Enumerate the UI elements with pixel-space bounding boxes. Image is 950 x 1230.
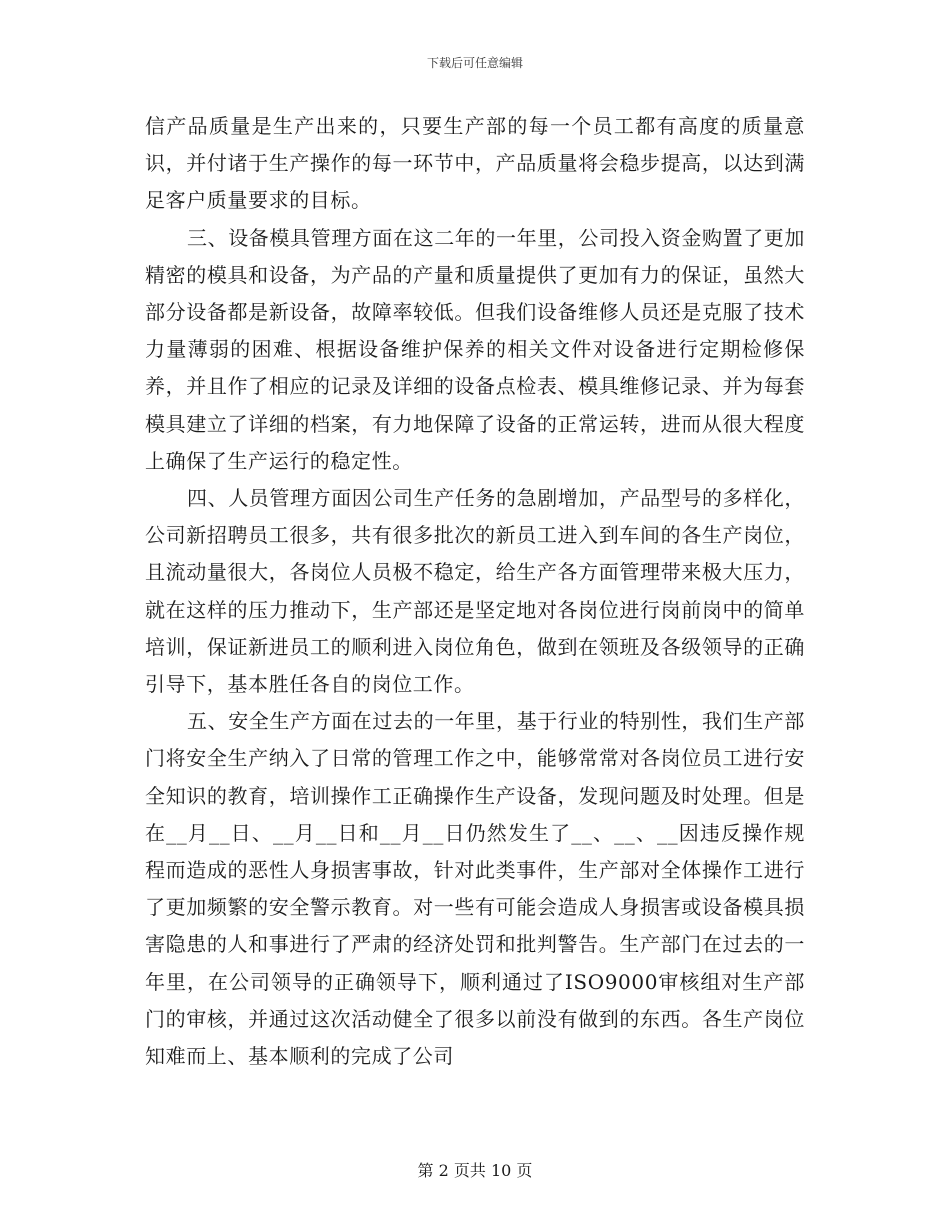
paragraph-equipment-mold-management: 三、设备模具管理方面在这二年的一年里，公司投入资金购置了更加精密的模具和设备，为产品的产量和质量提供了更加有力的保证，虽然大部分设备都是新设备，故障率较低。但我们设备维修人员还是克服了技术力量薄弱的困难、根据设备维护保养的相关文件对设备进行定期检修保养，并且作了相应的记录及详细的设备点检表、模具维修记录、并为每套模具建立了详细的档案，有力地保障了设备的正常运转，进而从很大程度上确保了生产运行的稳定性。 bbox=[145, 225, 805, 473]
page-number-footer: 第 2 页共 10 页 bbox=[417, 1161, 533, 1180]
paragraph-safety-production: 五、安全生产方面在过去的一年里，基于行业的特别性，我们生产部门将安全生产纳入了日常的管理工作之中，能够常常对各岗位员工进行安全知识的教育，培训操作工正确操作生产设备，发现问题及时处理。但是在__月__日、__月__日和__月__日仍然发生了__、__、__因违反操作规程而造成的恶性人身损害事故，针对此类事件，生产部对全体操作工进行了更加频繁的安全警示教育。对一些有可能会造成人身损害或设备模具损害隐患的人和事进行了严肃的经济处罚和批判警告。生产部门在过去的一年里，在公司领导的正确领导下，顺利通过了ISO9000审核组对生产部门的审核，并通过这次活动健全了很多以前没有做到的东西。各生产岗位知难而上、基本顺利的完成了公司 bbox=[145, 709, 805, 1069]
paragraph-personnel-management: 四、人员管理方面因公司生产任务的急剧增加，产品型号的多样化，公司新招聘员工很多，共有很多批次的新员工进入到车间的各生产岗位，且流动量很大，各岗位人员极不稳定，给生产各方面管理带来极大压力，就在这样的压力推动下，生产部还是坚定地对各岗位进行岗前岗中的简单培训，保证新进员工的顺利进入岗位角色，做到在领班及各级领导的正确引导下，基本胜任各自的岗位工作。 bbox=[145, 486, 805, 697]
document-body bbox=[145, 108, 805, 1075]
paragraph-continuation: 信产品质量是生产出来的，只要生产部的每一个员工都有高度的质量意识，并付诸于生产操作的每一环节中，产品质量将会稳步提高，以达到满足客户质量要求的目标。 bbox=[145, 114, 805, 213]
page-header: 下载后可任意编辑 bbox=[426, 56, 523, 70]
